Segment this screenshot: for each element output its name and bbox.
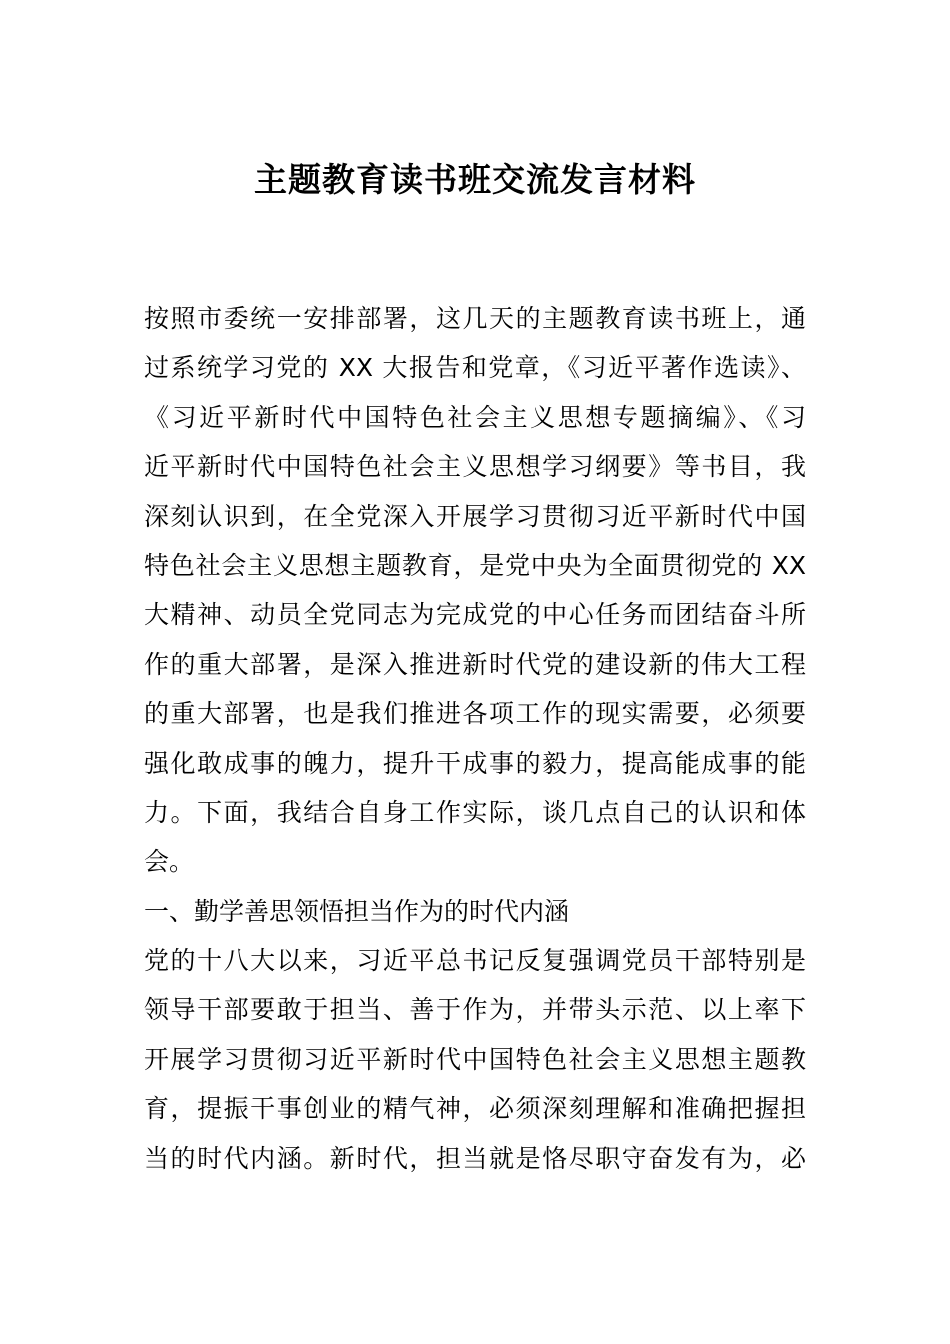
body-line: 当的时代内涵。新时代，担当就是恪尽职守奋发有为，必 — [144, 1143, 806, 1173]
document-body — [144, 294, 806, 1183]
body-line: 大精神、动员全党同志为完成党的中心任务而团结奋斗所 — [144, 600, 806, 630]
body-line: 开展学习贯彻习近平新时代中国特色社会主义思想主题教 — [144, 1044, 806, 1074]
body-line: 的重大部署，也是我们推进各项工作的现实需要，必须要 — [144, 699, 806, 729]
body-line: 力。下面，我结合自身工作实际，谈几点自己的认识和体 — [144, 797, 806, 827]
body-line: 按照市委统一安排部署，这几天的主题教育读书班上，通 — [144, 304, 806, 333]
body-line: 会。 — [144, 847, 195, 877]
body-line: 领导干部要敢于担当、善于作为，并带头示范、以上率下 — [144, 995, 806, 1025]
body-line: 强化敢成事的魄力，提升干成事的毅力，提高能成事的能 — [144, 748, 806, 778]
body-line: 育，提振干事创业的精气神，必须深刻理解和准确把握担 — [144, 1094, 806, 1124]
body-line: 作的重大部署，是深入推进新时代党的建设新的伟大工程 — [144, 649, 806, 679]
body-line: 党的十八大以来，习近平总书记反复强调党员干部特别是 — [144, 946, 806, 976]
body-line: 近平新时代中国特色社会主义思想学习纲要》等书目，我 — [144, 452, 806, 482]
section-heading: 一、勤学善思领悟担当作为的时代内涵 — [144, 896, 570, 926]
body-line: 过系统学习党的 XX 大报告和党章，《习近平著作选读》、 — [144, 353, 806, 383]
body-line: 特色社会主义思想主题教育，是党中央为全面贯彻党的 XX — [144, 550, 806, 580]
body-line: 深刻认识到，在全党深入开展学习贯彻习近平新时代中国 — [144, 501, 806, 531]
document-title: 主题教育读书班交流发言材料 — [254, 160, 696, 199]
body-line: 《习近平新时代中国特色社会主义思想专题摘编》、《习 — [144, 402, 806, 432]
